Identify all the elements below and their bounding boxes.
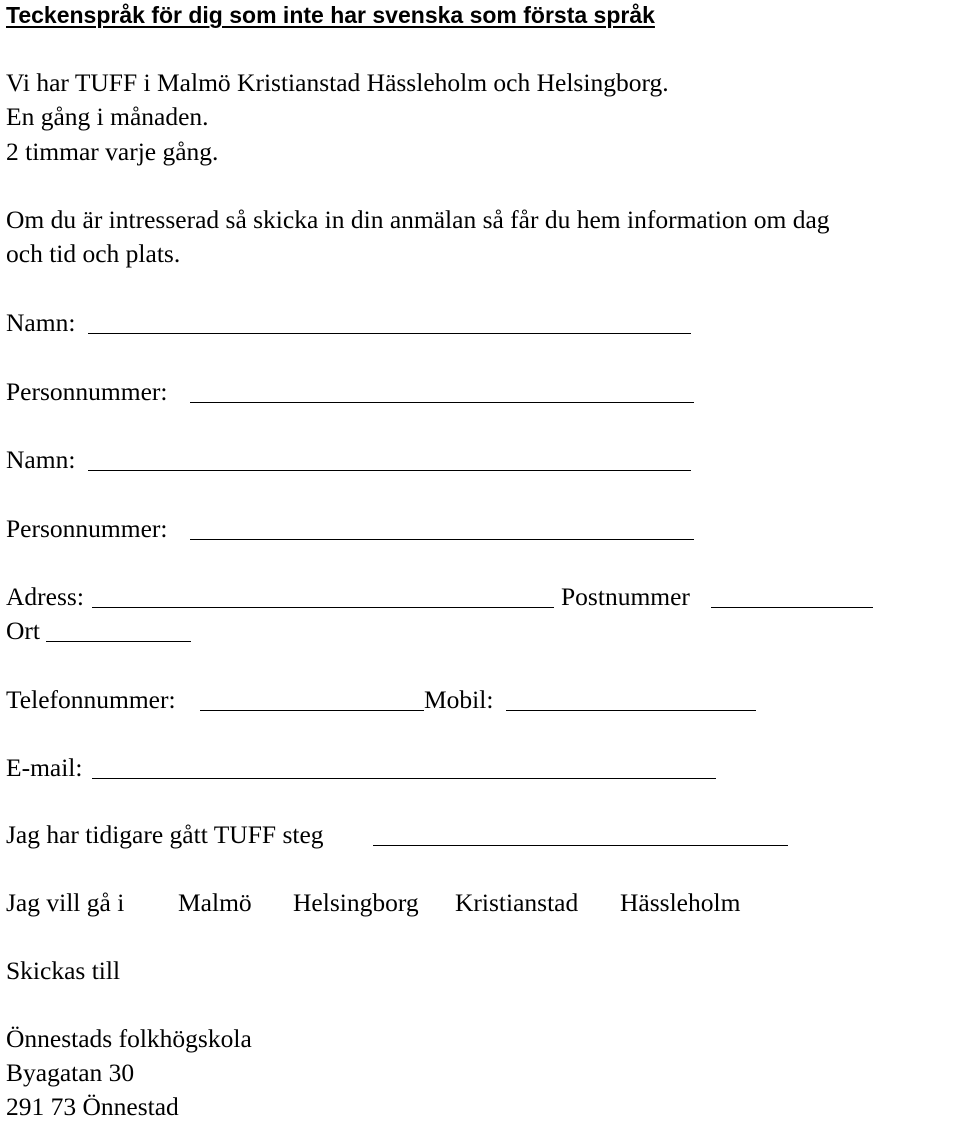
personnummer-field-1[interactable] [190,379,694,403]
previous-steps-field[interactable] [373,822,788,846]
postal-code-field[interactable] [711,584,873,608]
email-field[interactable] [92,755,716,779]
intro-line-3: 2 timmar varje gång. [6,137,219,166]
send-to-street: Byagatan 30 [6,1058,135,1087]
location-option-malmo[interactable]: Malmö [178,888,252,917]
intro-line-1: Vi har TUFF i Malmö Kristianstad Hässleholm och Helsingborg. [6,68,669,97]
location-option-hassleholm[interactable]: Hässleholm [620,888,741,917]
name-label-1: Namn: [6,308,76,337]
send-to-label: Skickas till [6,956,121,985]
page-title: Teckenspråk för dig som inte har svenska som första språk [6,2,655,28]
info-line-1: Om du är intresserad så skicka in din anmälan så får du hem information om dag [6,205,830,234]
location-option-kristianstad[interactable]: Kristianstad [455,888,579,917]
personnummer-label-2: Personnummer: [6,514,168,543]
send-to-postal-city: 291 73 Önnestad [6,1092,179,1121]
intro-line-2: En gång i månaden. [6,102,209,131]
city-field[interactable] [46,618,191,642]
city-label: Ort [6,616,40,645]
mobile-label: Mobil: [424,685,494,714]
personnummer-label-1: Personnummer: [6,377,168,406]
personnummer-field-2[interactable] [190,516,694,540]
location-option-helsingborg[interactable]: Helsingborg [293,888,419,917]
send-to-organization: Önnestads folkhögskola [6,1024,252,1053]
mobile-field[interactable] [506,687,756,711]
name-field-2[interactable] [88,447,691,471]
previous-steps-label: Jag har tidigare gått TUFF steg [6,820,324,849]
phone-field[interactable] [200,687,424,711]
location-label: Jag vill gå i [6,888,125,917]
info-line-2: och tid och plats. [6,239,181,268]
email-label: E-mail: [6,753,83,782]
name-label-2: Namn: [6,445,76,474]
postal-code-label: Postnummer [561,582,690,611]
address-label: Adress: [6,582,84,611]
phone-label: Telefonnummer: [6,685,176,714]
name-field-1[interactable] [88,310,691,334]
address-field[interactable] [92,584,554,608]
